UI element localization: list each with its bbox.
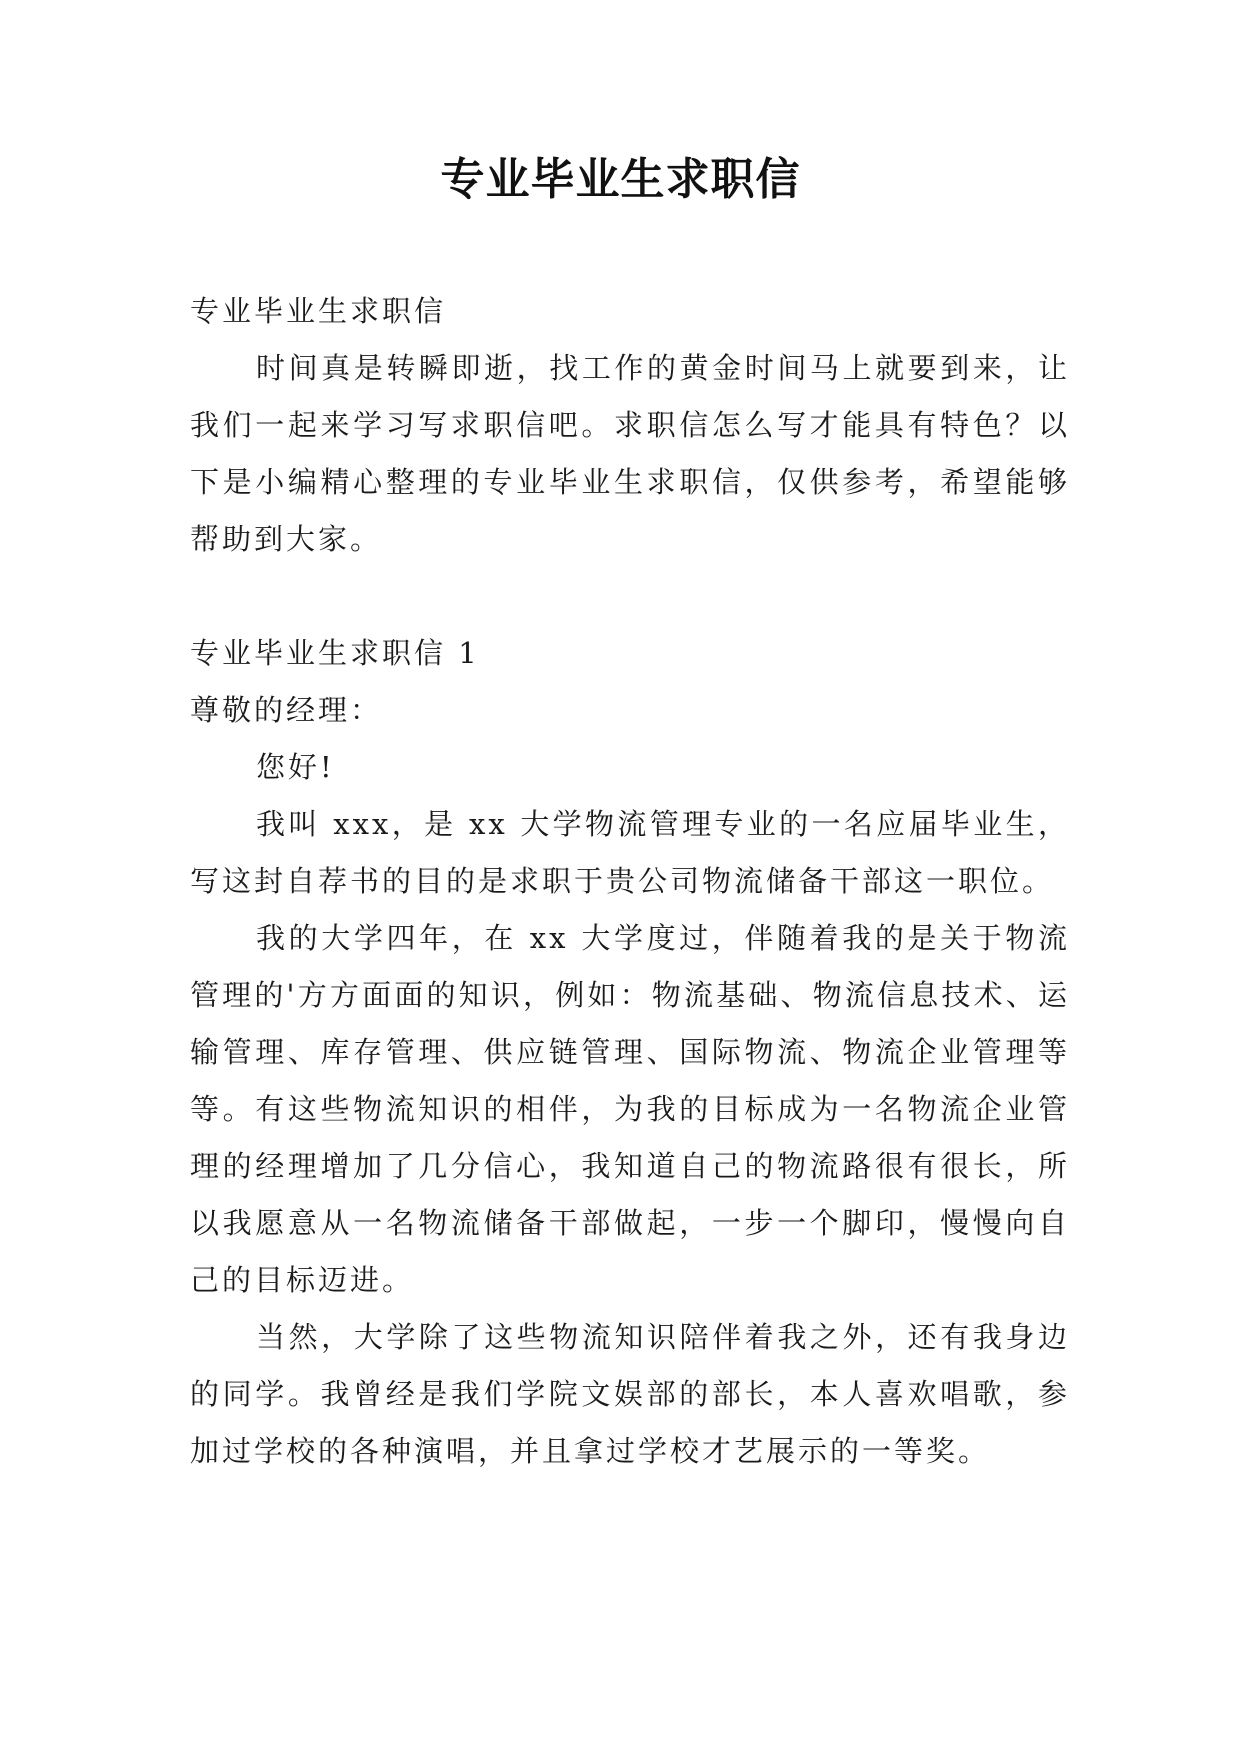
- letter-paragraph-2: 我的大学四年，在 xx 大学度过，伴随着我的是关于物流管理的'方方面面的知识，例如：物流基础、物流信息技术、运输管理、库存管理、供应链管理、国际物流、物流企业管理等等。有这些物流知识的相伴，为我的目标成为一名物流企业管理的经理增加了几分信心，我知道自己的物流路很有很长，所以我愿意从一名物流储备干部做起，一步一个脚印，慢慢向自己的目标迈进。: [190, 921, 1070, 1297]
- greeting: 您好!: [256, 750, 335, 784]
- section-gap: [190, 568, 1070, 625]
- letter-paragraph-1: 我叫 xxx，是 xx 大学物流管理专业的一名应届毕业生，写这封自荐书的目的是求职于贵公司物流储备干部这一职位。: [190, 807, 1070, 898]
- intro-paragraph: 时间真是转瞬即逝，找工作的黄金时间马上就要到来，让我们一起来学习写求职信吧。求职信怎么写才能具有特色？以下是小编精心整理的专业毕业生求职信，仅供参考，希望能够帮助到大家。: [190, 351, 1070, 556]
- document-subtitle: 专业毕业生求职信: [190, 294, 447, 328]
- salutation: 尊敬的经理：: [190, 693, 383, 727]
- letter-paragraph-3: 当然，大学除了这些物流知识陪伴着我之外，还有我身边的同学。我曾经是我们学院文娱部的部长，本人喜欢唱歌，参加过学校的各种演唱，并且拿过学校才艺展示的一等奖。: [190, 1320, 1070, 1468]
- document-body: [190, 283, 1070, 1480]
- letter-heading: 专业毕业生求职信 1: [190, 636, 480, 670]
- document-title: 专业毕业生求职信: [440, 154, 801, 205]
